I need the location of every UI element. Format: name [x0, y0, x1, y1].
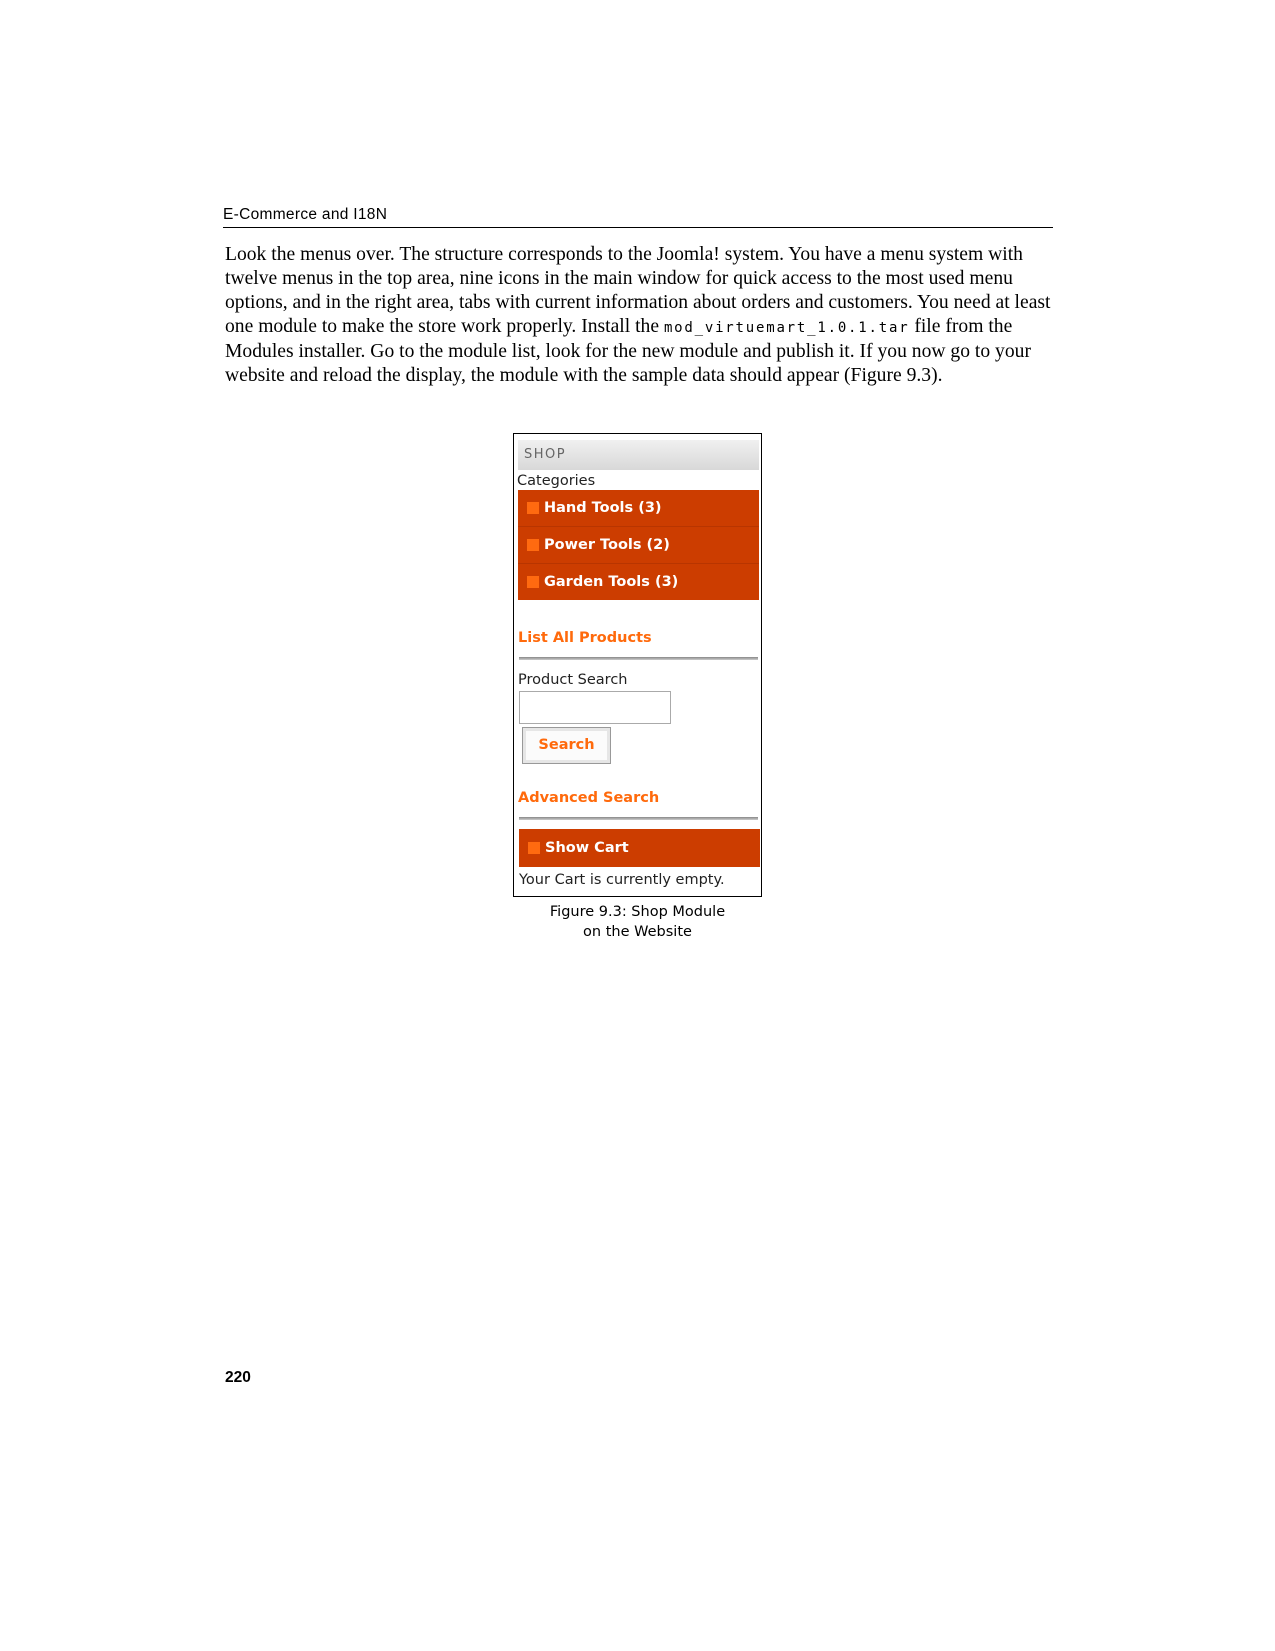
shop-module-figure — [513, 433, 762, 897]
category-item-garden-tools[interactable] — [518, 564, 759, 600]
show-cart-link[interactable] — [519, 829, 760, 867]
bullet-square-icon — [527, 576, 539, 588]
shop-module-header: SHOP — [518, 440, 759, 470]
category-item-power-tools[interactable] — [518, 527, 759, 563]
body-paragraph — [225, 243, 1055, 388]
product-search-input[interactable] — [519, 691, 671, 724]
bullet-square-icon — [528, 842, 540, 854]
category-label: Power Tools (2) — [544, 537, 670, 553]
list-all-products-link[interactable]: List All Products — [518, 630, 652, 646]
divider — [519, 657, 758, 660]
caption-line-2: on the Website — [583, 924, 692, 940]
body-text-part-2: file from the Modules installer. Go to the module list, look for the new module and publish it. If you now go to your website and reload the display, the module with the sample data should appear (Figure 9.3). — [225, 316, 1031, 386]
cart-status-text: Your Cart is currently empty. — [519, 872, 725, 888]
category-item-hand-tools[interactable] — [518, 490, 759, 526]
advanced-search-link[interactable]: Advanced Search — [518, 790, 660, 806]
figure-caption — [513, 902, 762, 942]
caption-line-1: Figure 9.3: Shop Module — [549, 904, 726, 920]
show-cart-label: Show Cart — [545, 840, 629, 856]
bullet-square-icon — [527, 539, 539, 551]
category-label: Garden Tools (3) — [544, 574, 679, 590]
running-head: E-Commerce and I18N — [223, 206, 1053, 228]
search-button[interactable]: Search — [522, 727, 611, 764]
body-text-part-1: Look the menus over. The structure corresponds to the Joomla! system. You have a menu system with twelve menus in the top area, nine icons in the main window for quick access to the most used menu options, and in the right area, tabs with current information about orders and customers. You need at least one module to make the store work properly. Install the — [225, 244, 1051, 337]
category-label: Hand Tools (3) — [544, 500, 662, 516]
categories-label: Categories — [517, 473, 596, 489]
bullet-square-icon — [527, 502, 539, 514]
page-number: 220 — [225, 1369, 251, 1386]
product-search-label: Product Search — [518, 672, 628, 688]
code-filename: mod_virtuemart_1.0.1.tar — [663, 320, 910, 336]
divider — [519, 817, 758, 820]
